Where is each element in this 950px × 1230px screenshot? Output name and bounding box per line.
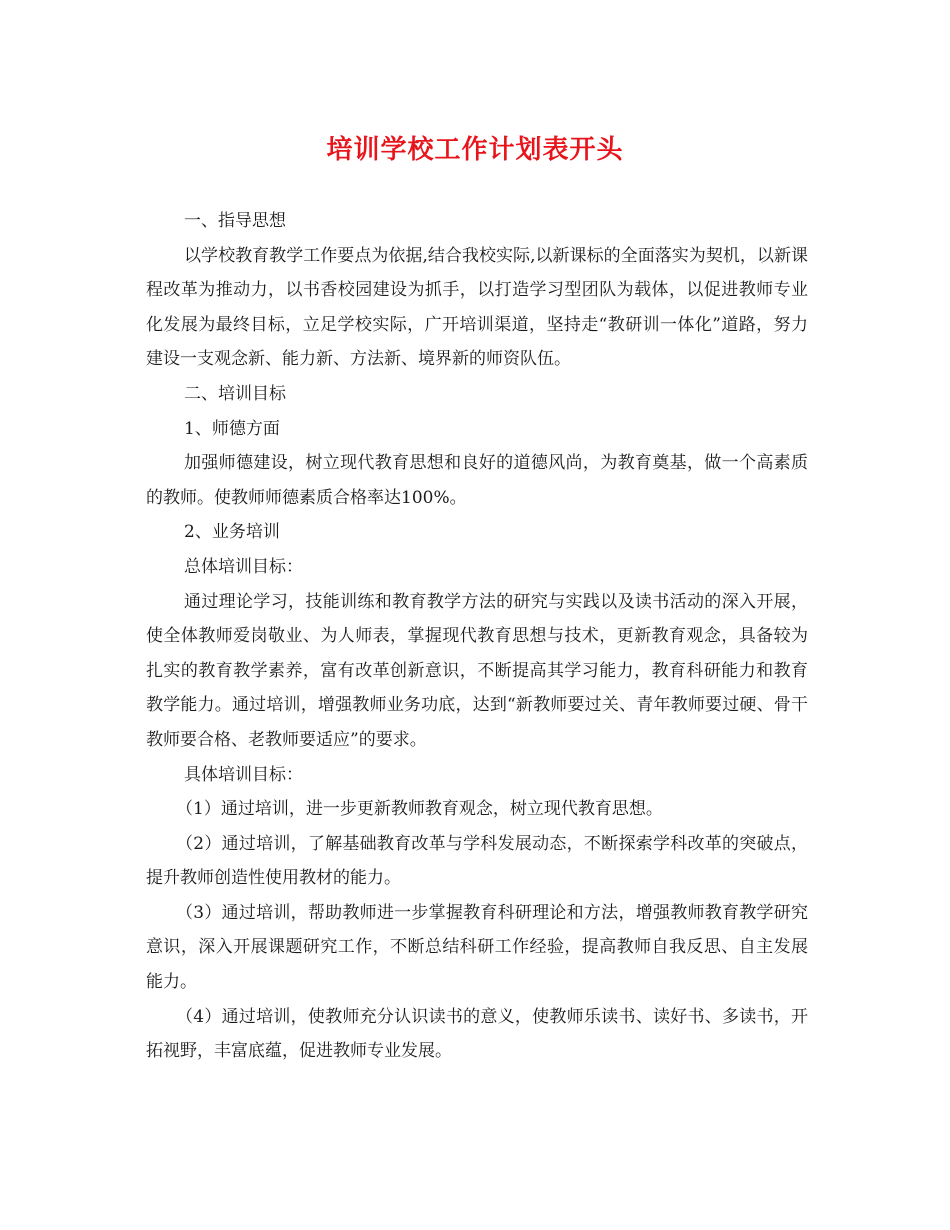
document-title: 培训学校工作计划表开头: [326, 135, 624, 165]
list-item-goal-2: （2）通过培训，了解基础教育改革与学科发展动态，不断探索学科改革的突破点，提升教师创造性使用教材的能力。: [146, 833, 808, 889]
subheading-professional-training: 2、业务培训: [184, 522, 280, 543]
paragraph-guiding-thought: 以学校教育教学工作要点为依据,结合我校实际,以新课标的全面落实为契机，以新课程改革为推动力，以书香校园建设为抓手，以打造学习型团队为载体，以促进教师专业化发展为最终目标，立足学校实际，广开培训渠道，坚持走“教研训一体化”道路，努力建设一支观念新、能力新、方法新、境界新的师资队伍。: [146, 245, 808, 370]
label-specific-goals: 具体培训目标：: [184, 764, 303, 785]
section-heading-training-goals: 二、培训目标: [184, 383, 286, 404]
section-heading-guiding-thought: 一、指导思想: [184, 211, 286, 231]
paragraph-teacher-ethics: 加强师德建设，树立现代教育思想和良好的道德风尚，为教育奠基，做一个高素质的教师。使教师师德素质合格率达100%。: [146, 453, 808, 508]
label-overall-goals: 总体培训目标：: [184, 556, 303, 577]
list-item-goal-1: （1）通过培训，进一步更新教师教育观念，树立现代教育思想。: [176, 799, 663, 820]
list-item-goal-3: （3）通过培训，帮助教师进一步掌握教育科研理论和方法，增强教师教育教学研究意识，深入开展课题研究工作，不断总结科研工作经验，提高教师自我反思、自主发展能力。: [146, 902, 808, 993]
list-item-goal-4: （4）通过培训，使教师充分认识读书的意义，使教师乐读书、读好书、多读书，开拓视野，丰富底蕴，促进教师专业发展。: [146, 1006, 808, 1062]
document-body: [146, 204, 808, 1069]
subheading-teacher-ethics: 1、师德方面: [184, 418, 280, 439]
paragraph-overall-goals: 通过理论学习，技能训练和教育教学方法的研究与实践以及读书活动的深入开展，使全体教师爱岗敬业、为人师表，掌握现代教育思想与技术，更新教育观念，具备较为扎实的教育教学素养，富有改革创新意识，不断提高其学习能力，教育科研能力和教育教学能力。通过培训，增强教师业务功底，达到“新教师要过关、青年教师要过硬、骨干教师要合格、老教师要适应”的要求。: [146, 591, 808, 750]
